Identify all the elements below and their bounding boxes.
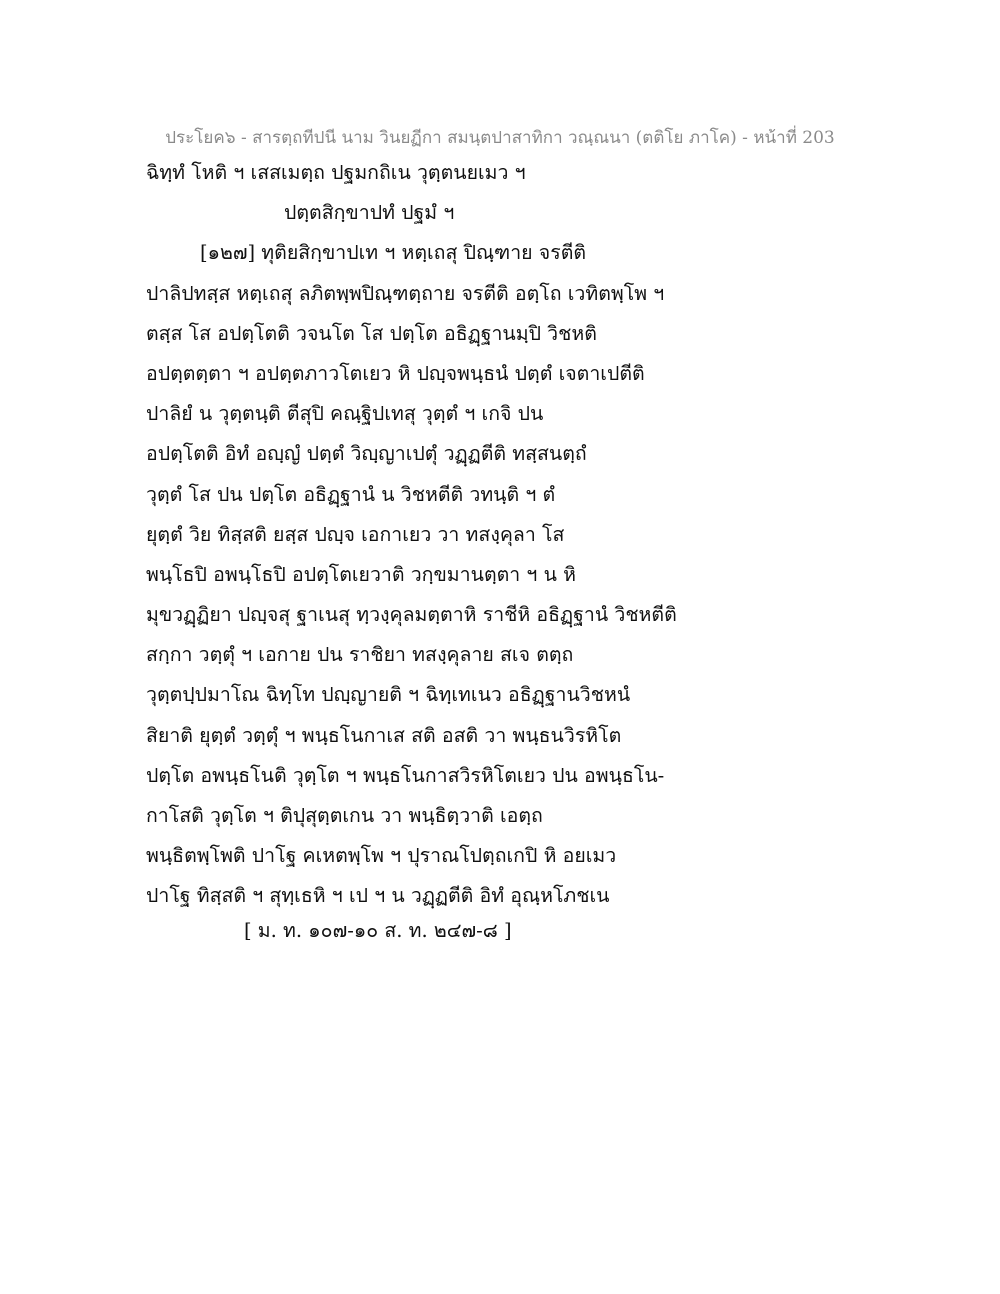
text-line: พนฺธิตพฺโพติ ปาโฐ คเหตพฺโพ ฯ ปุราณโปตฺถเกปิ หิ อยเมว (146, 844, 617, 868)
text-line: ฉิทฺทํ โหติ ฯ เสสเมตฺถ ปฐมกถิเน วุตฺตนยเมว ฯ (146, 161, 526, 184)
text-line: สิยาติ ยุตฺตํ วตฺตุํ ฯ พนฺธโนกาเส สติ อสติ วา พนฺธนวิรหิโต (146, 723, 622, 747)
body-text (146, 157, 706, 921)
text-line: ปาลิปทสฺส หตฺเถสุ ลภิตพฺพปิณฺฑตฺถาย จรตีติ อตฺโถ เวทิตพฺโพ ฯ (146, 281, 665, 305)
text-line: สกฺกา วตฺตุํ ฯ เอกาย ปน ราชิยา ทสงฺคุลาย สเจ ตตฺถ (146, 643, 574, 667)
text-line: อปตฺตตฺตา ฯ อปตฺตภาวโตเยว หิ ปญฺจพนฺธนํ ปตฺตํ เจตาเปตีติ (146, 361, 645, 385)
text-line: อปตฺโตติ อิทํ อญฺญํ ปตฺตํ วิญฺญาเปตุํ วฏฺฏตีติ ทสฺสนตฺถํ (146, 442, 587, 466)
text-line: ปาลิยํ น วุตฺตนฺติ ตีสุปิ คณฺฐิปเทสุ วุตฺตํ ฯ เกจิ ปน (146, 402, 544, 426)
text-line: วุตฺตํ โส ปน ปตฺโต อธิฏฺฐานํ น วิชหตีติ วทนฺติ ฯ ตํ (146, 482, 556, 506)
text-line: กาโสติ วุตฺโต ฯ ติปุสุตฺตเกน วา พนฺธิตฺวาติ เอตฺถ (146, 804, 543, 827)
section-title: ปตฺตสิกฺขาปทํ ปฐมํ ฯ (284, 201, 455, 225)
paragraph-start-line: [๑๒๗] ทุติยสิกฺขาปเท ฯ หตฺเถสุ ปิณฺฑาย จรตีติ (200, 241, 587, 265)
text-line: วุตฺตปฺปมาโณ ฉิทฺโท ปญฺญายติ ฯ ฉิทฺเทเนว อธิฏฺฐานวิชหนํ (146, 683, 631, 707)
text-line: มุขวฏฺฏิยา ปญฺจสุ ฐาเนสุ ทฺวงฺคุลมตฺตาหิ ราชีหิ อธิฏฺฐานํ วิชหตีติ (146, 603, 677, 627)
text-line: ตสฺส โส อปตฺโตติ วจนโต โส ปตฺโต อธิฏฺฐานมฺปิ วิชหติ (146, 321, 597, 345)
text-line: ปาโฐ ทิสฺสติ ฯ สุทฺเธหิ ฯ เป ฯ น วฏฺฏตีติ อิทํ อุณฺหโภชเน (146, 884, 610, 908)
page-header: ประโยค๖ - สารตฺถทีปนี นาม วินยฏีกา สมนฺตปาสาทิกา วณฺณนา (ตติโย ภาโค) - หน้าที่ 203 (165, 128, 835, 148)
reference-note: [ ม. ท. ๑๐๗-๑๐ ส. ท. ๒๔๗-๘ ] (244, 919, 512, 942)
text-line: พนฺโธปิ อพนฺโธปิ อปตฺโตเยวาติ วกฺขมานตฺตา ฯ น หิ (146, 562, 576, 586)
text-line: ยุตฺตํ วิย ทิสฺสติ ยสฺส ปญฺจ เอกาเยว วา ทสงฺคุลา โส (146, 522, 565, 546)
text-line: ปตฺโต อพนฺธโนติ วุตฺโต ฯ พนฺธโนกาสวิรหิโตเยว ปน อพนฺธโน- (146, 763, 665, 787)
